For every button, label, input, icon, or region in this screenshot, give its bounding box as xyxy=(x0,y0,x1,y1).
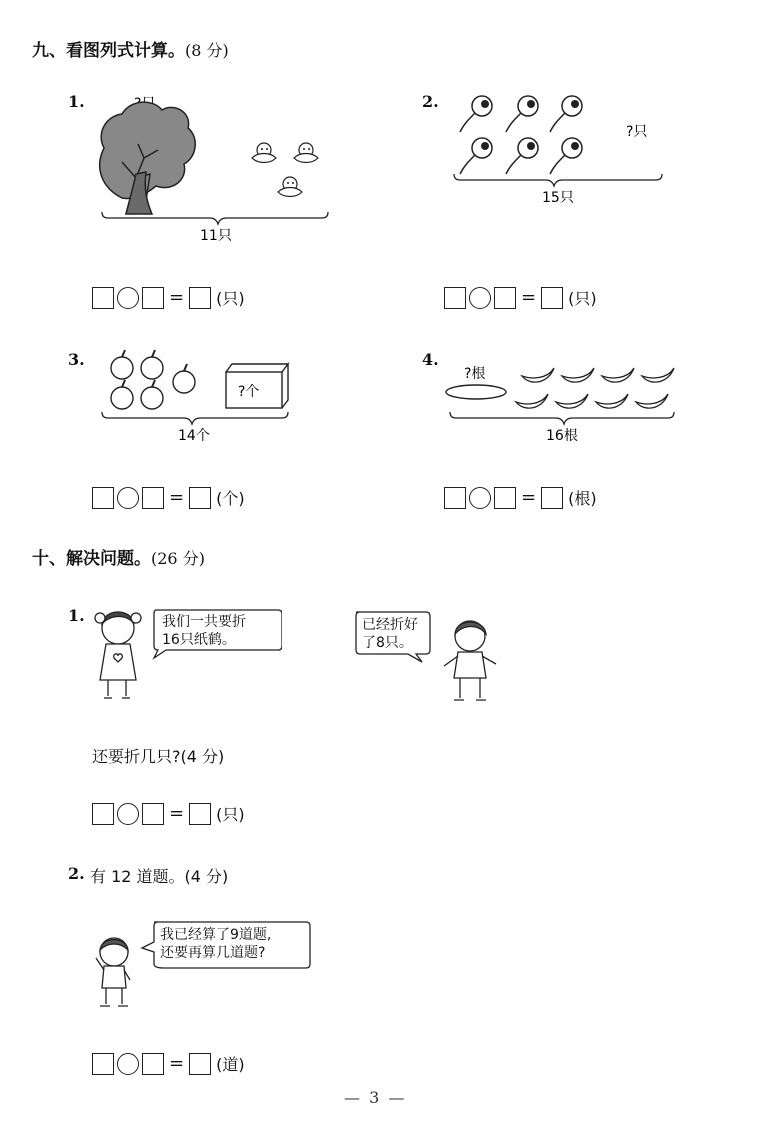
problem-1-equation xyxy=(92,286,245,309)
question-2-text: 有 12 道题。(4 分) xyxy=(90,867,229,886)
problem-1-figure xyxy=(92,88,340,248)
problem-3-question-label: ?个 xyxy=(238,384,260,400)
operator-circle[interactable] xyxy=(469,287,491,309)
unit-label: (只) xyxy=(216,289,245,308)
answer-box[interactable] xyxy=(189,1053,211,1075)
problem-4-number: 4. xyxy=(422,350,439,369)
tadpole-icon xyxy=(460,96,492,132)
equals-sign: = xyxy=(521,287,537,308)
problem-1-total-label: 11只 xyxy=(200,228,232,244)
answer-box[interactable] xyxy=(92,487,114,509)
problem-2-figure xyxy=(446,86,672,210)
equals-sign: = xyxy=(169,487,185,508)
operator-circle[interactable] xyxy=(117,803,139,825)
unit-label: (个) xyxy=(216,489,245,508)
equals-sign: = xyxy=(521,487,537,508)
problem-4-total-label: 16根 xyxy=(546,428,578,444)
girl-icon xyxy=(95,612,141,698)
equals-sign: = xyxy=(169,287,185,308)
apple-icon xyxy=(111,380,133,409)
thinking-speech-line-2: 还要再算几道题? xyxy=(160,945,266,961)
apple-icon xyxy=(173,364,195,393)
answer-box[interactable] xyxy=(92,287,114,309)
page-number: — 3 — xyxy=(344,1088,407,1107)
problem-4-equation xyxy=(444,486,597,509)
tadpole-icon xyxy=(506,96,538,132)
section-nine-heading xyxy=(32,36,229,61)
problem-3-number: 3. xyxy=(68,350,85,369)
problem-4-figure xyxy=(444,346,682,446)
equals-sign: = xyxy=(169,1053,185,1074)
unit-label: (道) xyxy=(216,1055,245,1074)
bird-icon xyxy=(278,177,302,197)
answer-box[interactable] xyxy=(189,803,211,825)
banana-icon xyxy=(636,394,668,408)
unit-label: (只) xyxy=(216,805,245,824)
banana-icon xyxy=(516,394,548,408)
question-1-number: 1. xyxy=(68,606,85,625)
unit-label: (根) xyxy=(568,489,597,508)
brace-icon xyxy=(450,412,674,424)
thinking-speech-line-1: 我已经算了9道题, xyxy=(160,927,272,943)
answer-box[interactable] xyxy=(444,487,466,509)
apple-icon xyxy=(111,350,133,379)
unit-label: (只) xyxy=(568,289,597,308)
banana-icon xyxy=(642,368,674,382)
boy-speech xyxy=(362,616,418,652)
tadpole-icon xyxy=(506,138,538,174)
brace-icon xyxy=(454,174,662,186)
girl-speech-line-2: 16只纸鹤。 xyxy=(162,632,236,648)
problem-3-equation xyxy=(92,486,245,509)
question-1-equation xyxy=(92,802,245,825)
apple-icon xyxy=(141,380,163,409)
answer-box[interactable] xyxy=(494,487,516,509)
banana-icon xyxy=(596,394,628,408)
answer-box[interactable] xyxy=(444,287,466,309)
banana-icon xyxy=(522,368,554,382)
boy-illustration xyxy=(352,610,502,706)
section-nine-title: 九、看图列式计算。 xyxy=(32,41,185,61)
tree-icon xyxy=(100,102,196,214)
problem-1-number: 1. xyxy=(68,92,85,111)
brace-icon xyxy=(102,412,288,424)
problem-2-equation xyxy=(444,286,597,309)
answer-box[interactable] xyxy=(142,1053,164,1075)
operator-circle[interactable] xyxy=(117,1053,139,1075)
banana-icon xyxy=(562,368,594,382)
answer-box[interactable] xyxy=(494,287,516,309)
answer-box[interactable] xyxy=(142,487,164,509)
girl-speech-line-1: 我们一共要折 xyxy=(162,614,246,630)
girl-illustration xyxy=(92,600,282,706)
tadpole-icon xyxy=(550,138,582,174)
operator-circle[interactable] xyxy=(469,487,491,509)
question-2-equation xyxy=(92,1052,245,1075)
bird-icon xyxy=(294,143,318,163)
problem-2-total-label: 15只 xyxy=(542,190,574,206)
banana-icon xyxy=(602,368,634,382)
girl-speech xyxy=(162,613,246,649)
boy-speech-line-2: 了8只。 xyxy=(362,635,413,651)
answer-box[interactable] xyxy=(142,287,164,309)
bird-icon xyxy=(252,143,276,163)
operator-circle[interactable] xyxy=(117,287,139,309)
apple-icon xyxy=(141,350,163,379)
tadpole-icon xyxy=(460,138,492,174)
section-ten-heading xyxy=(32,544,205,569)
answer-box[interactable] xyxy=(541,287,563,309)
thinking-speech xyxy=(160,926,271,962)
answer-box[interactable] xyxy=(189,487,211,509)
answer-box[interactable] xyxy=(142,803,164,825)
answer-box[interactable] xyxy=(92,1053,114,1075)
tadpole-icon xyxy=(550,96,582,132)
answer-box[interactable] xyxy=(541,487,563,509)
question-1-text: 还要折几只?(4 分) xyxy=(92,747,225,766)
answer-box[interactable] xyxy=(92,803,114,825)
problem-2-question-label: ?只 xyxy=(626,124,648,140)
boy-thinking-illustration xyxy=(92,918,312,1014)
problem-3-figure xyxy=(92,346,302,446)
boy-icon xyxy=(444,621,496,700)
section-nine-score: (8 分) xyxy=(185,41,229,60)
equals-sign: = xyxy=(169,803,185,824)
section-ten-score: (26 分) xyxy=(151,549,205,568)
operator-circle[interactable] xyxy=(117,487,139,509)
boy-speech-line-1: 已经折好 xyxy=(362,617,418,633)
problem-3-total-label: 14个 xyxy=(178,428,210,444)
answer-box[interactable] xyxy=(189,287,211,309)
problem-2-number: 2. xyxy=(422,92,439,111)
section-ten-title: 十、解决问题。 xyxy=(32,549,151,569)
problem-4-question-label: ?根 xyxy=(464,366,486,382)
boy-icon xyxy=(96,938,130,1006)
question-2-number: 2. xyxy=(68,864,85,883)
banana-icon xyxy=(556,394,588,408)
plate-icon xyxy=(446,385,506,399)
